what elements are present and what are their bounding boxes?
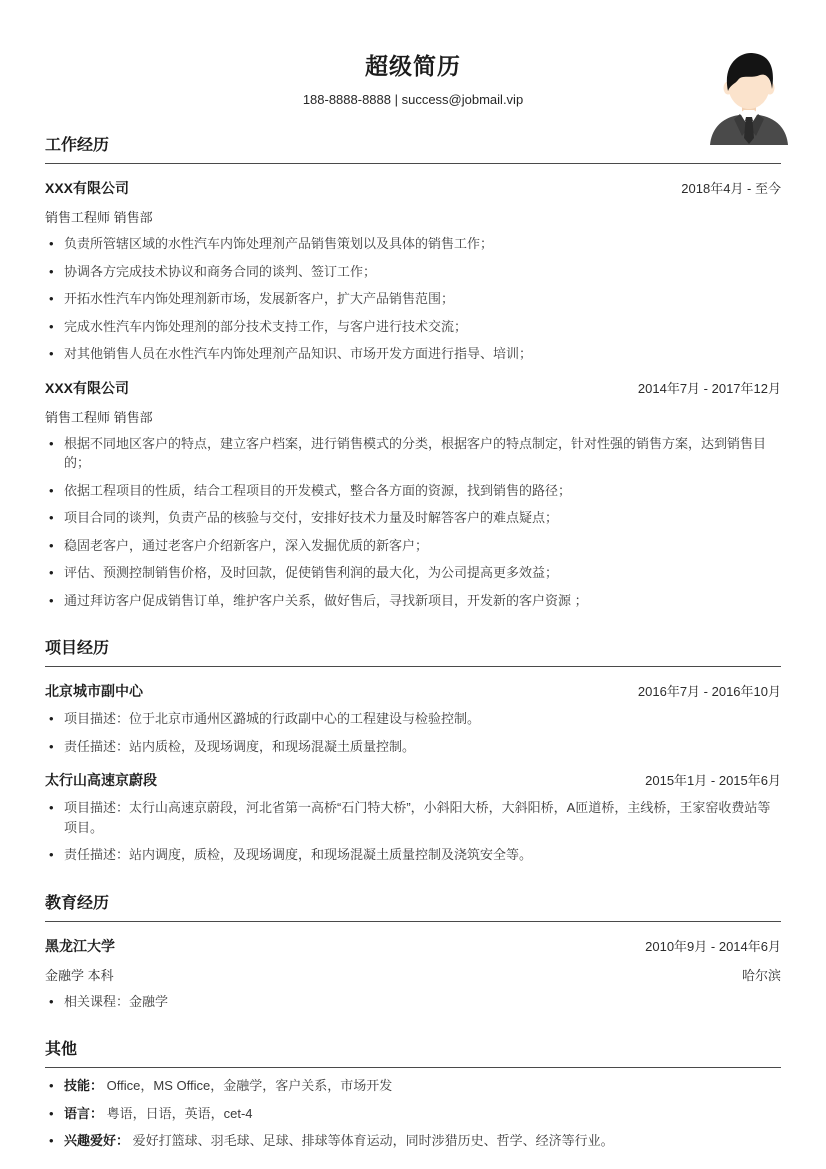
project-entry — [45, 681, 781, 756]
job-entry — [45, 178, 781, 364]
avatar — [709, 47, 789, 145]
other-item — [45, 1104, 781, 1124]
job-bullet: • 依据工程项目的性质，结合工程项目的开发模式，整合各方面的资源，找到销售的路径； — [45, 481, 781, 501]
project-name: 北京城市副中心 — [45, 683, 143, 699]
section-projects — [45, 635, 781, 865]
education-date: 2010年9月 - 2014年6月 — [645, 938, 781, 954]
project-bullet: • 责任描述：站内调度，质检，及现场调度，和现场混凝土质量控制及浇筑安全等。 — [45, 845, 781, 865]
section-heading-projects: 项目经历 — [45, 635, 781, 667]
education-entry — [45, 936, 781, 1012]
job-role: 销售工程师 销售部 — [45, 210, 153, 225]
project-bullet: • 项目描述：位于北京市通州区潞城的行政副中心的工程建设与检验控制。 — [45, 709, 781, 729]
project-entry — [45, 770, 781, 865]
section-other — [45, 1036, 781, 1151]
job-bullet: • 通过拜访客户促成销售订单，维护客户关系，做好售后，寻找新项目，开发新的客户资源 ； — [45, 591, 781, 611]
job-date: 2018年4月 - 至今 — [681, 181, 781, 196]
job-bullet: • 评估、预测控制销售价格，及时回款，促使销售利润的最大化，为公司提高更多效益； — [45, 563, 781, 583]
other-item — [45, 1131, 781, 1151]
project-date: 2015年1月 - 2015年6月 — [645, 773, 781, 788]
education-degree: 金融学 本科 — [45, 967, 114, 983]
section-heading-work: 工作经历 — [45, 132, 781, 164]
company-name: XXX有限公司 — [45, 180, 130, 196]
work-jobs — [45, 178, 781, 610]
job-bullet: • 协调各方完成技术协议和商务合同的谈判、签订工作； — [45, 262, 781, 282]
other-item — [45, 1076, 781, 1096]
job-date: 2014年7月 - 2017年12月 — [637, 380, 781, 396]
project-name: 太行山高速京蔚段 — [45, 772, 157, 788]
page-title: 超级简历 — [365, 53, 461, 79]
job-bullet: • 负责所管辖区域的水性汽车内饰处理剂产品销售策划以及具体的销售工作； — [45, 234, 781, 254]
section-education — [45, 890, 781, 1012]
other-list — [45, 1076, 781, 1151]
project-bullet: • 项目描述：太行山高速京蔚段，河北省第一高桥“石门特大桥”，小斜阳大桥，大斜阳桥，A匝道桥，主线桥，王家窑收费站等项目。 — [45, 798, 781, 837]
job-entry — [45, 378, 781, 611]
male-avatar-icon — [709, 47, 789, 145]
company-name: XXX有限公司 — [45, 379, 130, 396]
other-item-label: 语言： — [64, 1105, 104, 1121]
job-bullet: • 项目合同的谈判，负责产品的核验与交付，安排好技术力量及时解答客户的难点疑点； — [45, 508, 781, 528]
job-bullet: • 开拓水性汽车内饰处理剂新市场，发展新客户，扩大产品销售范围； — [45, 289, 781, 309]
education-location: 哈尔滨 — [741, 967, 781, 983]
section-heading-education: 教育经历 — [45, 890, 781, 922]
job-role: 销售工程师 销售部 — [45, 409, 153, 425]
other-item-text: Office，MS Office，金融学，客户关系，市场开发 — [106, 1078, 393, 1093]
job-bullet: • 对其他销售人员在水性汽车内饰处理剂产品知识、市场开发方面进行指导、培训； — [45, 344, 781, 364]
other-item-text: 粤语，日语，英语，cet-4 — [106, 1105, 253, 1121]
education-bullet: • 相关课程：金融学 — [45, 992, 781, 1012]
job-bullet: • 根据不同地区客户的特点，建立客户档案，进行销售模式的分类，根据客户的特点制定，针对性强的销售方案，达到销售目的； — [45, 434, 781, 473]
contact-line: 188-8888-8888 | success@jobmail.vip — [302, 92, 524, 107]
education-bullets — [45, 992, 781, 1012]
job-bullet: • 稳固老客户，通过老客户介绍新客户，深入发掘优质的新客户； — [45, 536, 781, 556]
other-item-text: 爱好打篮球、羽毛球、足球、排球等体育运动，同时涉猎历史、哲学、经济等行业。 — [132, 1133, 614, 1148]
job-bullet: • 完成水性汽车内饰处理剂的部分技术支持工作，与客户进行技术交流； — [45, 317, 781, 337]
project-bullet: • 责任描述：站内质检，及现场调度，和现场混凝土质量控制。 — [45, 737, 781, 757]
project-list — [45, 681, 781, 865]
other-item-label: 兴趣爱好： — [64, 1133, 130, 1148]
school-name: 黑龙江大学 — [45, 937, 115, 954]
section-heading-other: 其他 — [45, 1036, 781, 1068]
section-work — [45, 132, 781, 610]
project-date: 2016年7月 - 2016年10月 — [637, 684, 781, 699]
resume-header — [45, 48, 781, 107]
other-item-label: 技能： — [64, 1078, 104, 1093]
